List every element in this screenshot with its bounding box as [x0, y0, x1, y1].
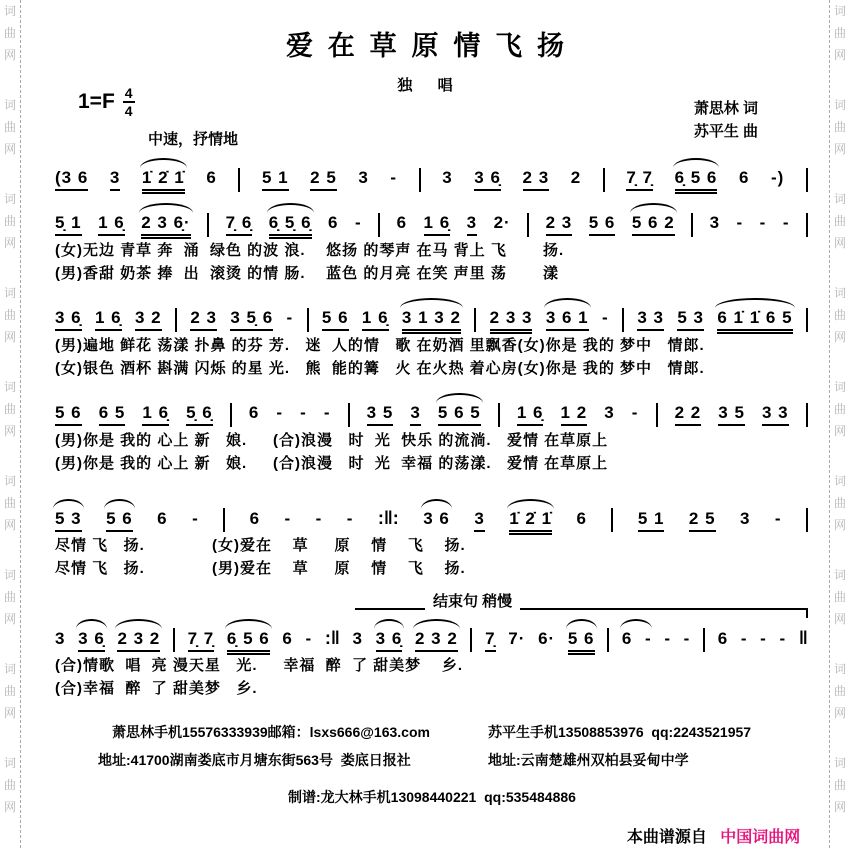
credits	[694, 98, 758, 143]
note-token: 7·	[508, 629, 526, 648]
barline	[378, 213, 380, 237]
note-token: -	[192, 509, 199, 528]
tempo-marking: 中速，抒情地	[148, 131, 239, 148]
watermark-text: 网	[833, 330, 846, 344]
source-prefix: 本曲谱源自	[626, 829, 707, 846]
note-token: 3	[709, 213, 721, 232]
note-token: 6̣ 5 6	[675, 168, 718, 191]
note-token: 3	[467, 213, 477, 236]
watermark-column-right	[833, 0, 847, 848]
note-token: 5 1	[262, 168, 289, 191]
barline	[474, 308, 476, 332]
music-system	[55, 393, 808, 475]
note-token: 6	[621, 629, 633, 648]
watermark-text: 词	[3, 756, 16, 770]
watermark-text: 网	[3, 424, 16, 438]
note-token: (3 6	[55, 168, 88, 191]
watermark-text: 网	[833, 142, 846, 156]
note-token: -	[390, 168, 398, 187]
barline	[238, 168, 240, 192]
barline	[173, 628, 175, 652]
note-token: 1 6̣	[362, 308, 389, 331]
watermark-text: 网	[833, 236, 846, 250]
note-token: 5 6	[568, 629, 595, 652]
barline	[603, 168, 605, 192]
note-token: -	[354, 213, 362, 232]
key-label: 1=F	[78, 90, 115, 113]
note-token: 2 3 3	[490, 308, 533, 331]
note-token: 6	[249, 509, 261, 528]
note-token: 1 2	[561, 403, 588, 426]
note-token: 6 5	[99, 403, 126, 426]
watermark-text: 词	[3, 286, 16, 300]
watermark-text: 词	[833, 286, 846, 300]
watermark-text: 词	[833, 98, 846, 112]
watermark-text: 曲	[3, 308, 16, 322]
dotted-divider	[20, 0, 21, 848]
note-token: -	[644, 629, 652, 648]
engraver-credit: 制谱:龙大林手机13098440221 qq:535484886	[288, 789, 576, 805]
watermark-text: 词	[833, 4, 846, 18]
note-token: -	[315, 509, 323, 528]
note-token: 6	[282, 629, 293, 648]
music-system	[55, 592, 808, 700]
watermark-text: 网	[833, 706, 846, 720]
music-system	[55, 203, 808, 285]
watermark-text: 网	[3, 236, 16, 250]
song-title: 爱在草原情飞扬	[285, 31, 579, 61]
ending-bracket	[355, 592, 808, 618]
note-token: 3 3	[762, 403, 789, 426]
note-token: 3 6̣	[474, 168, 501, 191]
performance-type: 独 唱	[397, 77, 464, 94]
note-token: 1̇ 2̇ 1̇	[509, 509, 552, 532]
bracket-tick	[806, 608, 808, 618]
note-token: -	[631, 403, 639, 422]
repeat-barline: ‖	[798, 628, 808, 648]
note-token: -	[774, 509, 782, 528]
barline	[307, 308, 309, 332]
watermark-text: 网	[3, 48, 16, 62]
note-token: 5̣ 6̣	[186, 403, 213, 426]
note-token: 1 6̣	[98, 213, 125, 236]
note-token: 5 6	[589, 213, 616, 236]
note-token: 3	[352, 629, 363, 648]
note-token: 5 6	[106, 509, 133, 532]
note-token: 7̣ 6̣	[226, 213, 253, 236]
note-token: -	[736, 213, 744, 232]
barline	[419, 168, 421, 192]
meter-denominator: 4	[124, 103, 133, 119]
note-token: 3 2	[135, 308, 162, 331]
music-line	[55, 393, 808, 429]
watermark-text: 网	[3, 142, 16, 156]
composer-credit: 苏平生 曲	[693, 122, 758, 140]
note-token: -	[760, 629, 767, 648]
lyric-line: (合)幸福 醉 了 甜美梦 乡.	[55, 680, 258, 697]
note-token: 5 6 5	[438, 403, 481, 426]
note-token: 1̇ 2̇ 1̇	[142, 168, 185, 191]
note-token: 2 3 2	[415, 629, 458, 652]
note-token: 5 6	[55, 403, 82, 426]
barline	[527, 213, 529, 237]
note-token: 3	[55, 629, 66, 648]
note-token: 5 6	[322, 308, 349, 331]
barline	[470, 628, 472, 652]
watermark-text: 词	[3, 474, 16, 488]
lyric-line: (合)情歌 唱 亮 漫天星 光. 幸福 醉 了 甜美梦 乡.	[55, 657, 464, 674]
barline	[498, 403, 500, 427]
note-token: 3	[110, 168, 120, 191]
note-token: 3 5	[367, 403, 394, 426]
repeat-barline: :‖	[324, 628, 340, 648]
watermark-text: 曲	[3, 590, 16, 604]
music-line	[55, 618, 808, 654]
note-token: 1 6̣	[142, 403, 169, 426]
watermark-text: 网	[833, 612, 846, 626]
watermark-text: 曲	[833, 496, 846, 510]
lyric-line: 尽情 飞 扬. (女)爱在 草 原 情 飞 扬.	[55, 537, 466, 554]
note-token: 6	[717, 629, 729, 648]
note-token: -)	[771, 168, 785, 187]
lyric-line: (男)你是 我的 心上 新 娘. (合)浪漫 时 光 快乐 的流淌. 爱情 在草原上	[55, 432, 609, 449]
time-signature	[123, 86, 135, 118]
note-token: 5 1	[638, 509, 665, 532]
watermark-text: 曲	[833, 120, 846, 134]
note-token: 7̣ 7̣	[188, 629, 215, 652]
note-token: 5 6 2	[632, 213, 675, 236]
watermark-text: 词	[833, 192, 846, 206]
watermark-text: 曲	[3, 684, 16, 698]
lyric-line: (男)你是 我的 心上 新 娘. (合)浪漫 时 光 幸福 的荡漾. 爱情 在草原上	[55, 455, 609, 472]
note-token: 7̣	[485, 629, 495, 652]
note-token: 2 2	[675, 403, 702, 426]
lyric-line: (男)遍地 鲜花 荡漾 扑鼻 的芬 芳. 迷 人的情 歌 在奶酒 里飘香(女)你是 我的 梦中 情郎.	[55, 337, 705, 354]
note-token: 3	[358, 168, 369, 187]
note-token: 3 1 3 2	[402, 308, 461, 331]
ending-label: 结束句 稍慢	[425, 590, 520, 611]
watermark-text: 曲	[833, 214, 846, 228]
barline	[622, 308, 624, 332]
watermark-text: 网	[3, 612, 16, 626]
note-token: -	[782, 213, 790, 232]
note-token: 3 5̣ 6	[230, 308, 273, 331]
music-line	[55, 498, 808, 534]
barline	[806, 508, 808, 532]
note-token: 2 3	[546, 213, 573, 236]
note-token: -	[779, 629, 787, 648]
watermark-text: 词	[833, 568, 846, 582]
watermark-text: 曲	[833, 778, 846, 792]
barline	[207, 213, 209, 237]
note-token: 6 1̇ 1̇ 6 5	[717, 308, 792, 331]
note-token: -	[683, 629, 691, 648]
lyricist-contact: 萧思林手机15576333939邮箱：lsxs666@163.com	[112, 724, 430, 740]
barline	[230, 403, 232, 427]
note-token: 2 3	[523, 168, 550, 191]
note-token: 2 3 2	[117, 629, 160, 652]
watermark-text: 词	[3, 662, 16, 676]
lyric-line: (男)香甜 奶茶 捧 出 滚烫 的情 肠. 蓝色 的月亮 在笑 声里 荡 漾	[55, 265, 560, 282]
note-token: 6	[738, 168, 750, 187]
barline	[611, 508, 613, 532]
watermark-text: 曲	[3, 26, 16, 40]
barline	[806, 308, 808, 332]
note-token: 1 6̣	[95, 308, 122, 331]
watermark-text: 词	[833, 474, 846, 488]
note-token: 6	[396, 213, 408, 232]
watermark-text: 曲	[833, 26, 846, 40]
note-token: 5̣ 1	[55, 213, 82, 236]
note-token: 3 6̣	[376, 629, 403, 652]
note-token: -	[286, 308, 294, 327]
music-system	[55, 158, 808, 194]
watermark-text: 曲	[833, 590, 846, 604]
note-token: 3 6 1	[546, 308, 589, 331]
music-line	[55, 298, 808, 334]
note-token: 2·	[493, 213, 511, 232]
note-token: 7̣ 7̣	[626, 168, 653, 191]
watermark-text: 网	[3, 800, 16, 814]
watermark-text: 词	[3, 98, 16, 112]
watermark-text: 网	[3, 518, 16, 532]
watermark-text: 网	[833, 424, 846, 438]
music-line	[55, 203, 808, 239]
watermark-text: 曲	[3, 214, 16, 228]
lyric-line: (女)银色 酒杯 斟满 闪烁 的星 光. 熊 能的篝 火 在火热 着心房(女)你是 我的 梦中 情郎.	[55, 360, 705, 377]
meter-numerator: 4	[124, 85, 133, 101]
note-token: 6·	[538, 629, 556, 648]
lyricist-credit: 萧思林 词	[693, 100, 758, 117]
note-token: -	[276, 403, 284, 422]
barline	[806, 168, 808, 192]
note-token: -	[346, 509, 354, 528]
watermark-text: 网	[3, 330, 16, 344]
note-token: 3 3	[637, 308, 664, 331]
watermark-text: 曲	[3, 402, 16, 416]
watermark-text: 曲	[833, 684, 846, 698]
music-system	[55, 298, 808, 380]
watermark-text: 词	[833, 662, 846, 676]
note-token: 3	[474, 509, 484, 532]
note-token: 5 3	[677, 308, 704, 331]
music-line	[55, 158, 808, 194]
lyric-line: 尽情 飞 扬. (男)爱在 草 原 情 飞 扬.	[55, 560, 466, 577]
watermark-text: 曲	[3, 120, 16, 134]
note-token: 3 6	[423, 509, 450, 528]
lyricist-address: 地址:41700湖南娄底市月塘东街563号 娄底日报社	[98, 752, 411, 768]
note-token: 6̣ 5̣ 6̣	[269, 213, 312, 236]
note-token: -	[305, 629, 313, 648]
barline	[223, 508, 225, 532]
music-system	[55, 498, 808, 580]
note-token: 3 6̣	[55, 308, 82, 331]
barline	[806, 403, 808, 427]
watermark-text: 网	[833, 800, 846, 814]
watermark-text: 网	[833, 48, 846, 62]
note-token: -	[300, 403, 307, 422]
source-site-link[interactable]: 中国词曲网	[720, 829, 801, 846]
watermark-text: 词	[833, 380, 846, 394]
barline	[348, 403, 350, 427]
barline	[703, 628, 705, 652]
barline	[691, 213, 693, 237]
note-token: -	[601, 308, 609, 327]
watermark-text: 词	[3, 192, 16, 206]
note-token: 3 5	[718, 403, 745, 426]
note-token: 6	[206, 168, 217, 187]
note-token: 6	[576, 509, 587, 528]
note-token: 2 3 6̣·	[141, 213, 190, 236]
note-token: 1 6̣	[424, 213, 451, 236]
note-token: 3 6̣	[78, 629, 105, 652]
note-token: 3	[739, 509, 751, 528]
watermark-text: 曲	[833, 402, 846, 416]
barline	[656, 403, 658, 427]
barline	[806, 213, 808, 237]
watermark-text: 网	[3, 706, 16, 720]
watermark-column-left	[3, 0, 17, 848]
note-token: 6̣ 5 6	[227, 629, 270, 652]
note-token: 5 3	[55, 509, 82, 532]
note-token: 2 3	[190, 308, 217, 331]
watermark-text: 词	[3, 568, 16, 582]
note-token: 2	[570, 168, 582, 187]
note-token: 6	[157, 509, 168, 528]
watermark-text: 词	[3, 4, 16, 18]
bracket-line	[355, 608, 808, 610]
note-token: 6	[328, 213, 339, 232]
note-token: -	[759, 213, 767, 232]
note-token: -	[284, 509, 292, 528]
dotted-divider	[829, 0, 830, 848]
note-token: -	[664, 629, 671, 648]
composer-address: 地址:云南楚雄州双柏县妥甸中学	[488, 752, 689, 768]
key-signature	[78, 86, 135, 118]
composer-contact: 苏平生手机13508853976 qq:2243521957	[488, 724, 752, 740]
note-token: 2 5	[310, 168, 337, 191]
barline	[607, 628, 609, 652]
note-token: 3	[604, 403, 615, 422]
lyric-line: (女)无边 青草 奔 涌 绿色 的波 浪. 悠扬 的琴声 在马 背上 飞 扬.	[55, 242, 565, 259]
watermark-text: 曲	[3, 778, 16, 792]
watermark-text: 词	[3, 380, 16, 394]
barline	[175, 308, 177, 332]
note-token: 6	[248, 403, 260, 422]
watermark-text: 曲	[833, 308, 846, 322]
note-token: -	[740, 629, 748, 648]
note-token: 2 5	[689, 509, 716, 532]
source-note	[618, 806, 800, 847]
note-token: 3	[442, 168, 453, 187]
watermark-text: 词	[833, 756, 846, 770]
note-token: -	[323, 403, 331, 422]
watermark-text: 网	[833, 518, 846, 532]
note-token: 1 6̣	[517, 403, 544, 426]
repeat-barline: :‖:	[377, 508, 399, 528]
watermark-text: 曲	[3, 496, 16, 510]
note-token: 3	[410, 403, 420, 426]
